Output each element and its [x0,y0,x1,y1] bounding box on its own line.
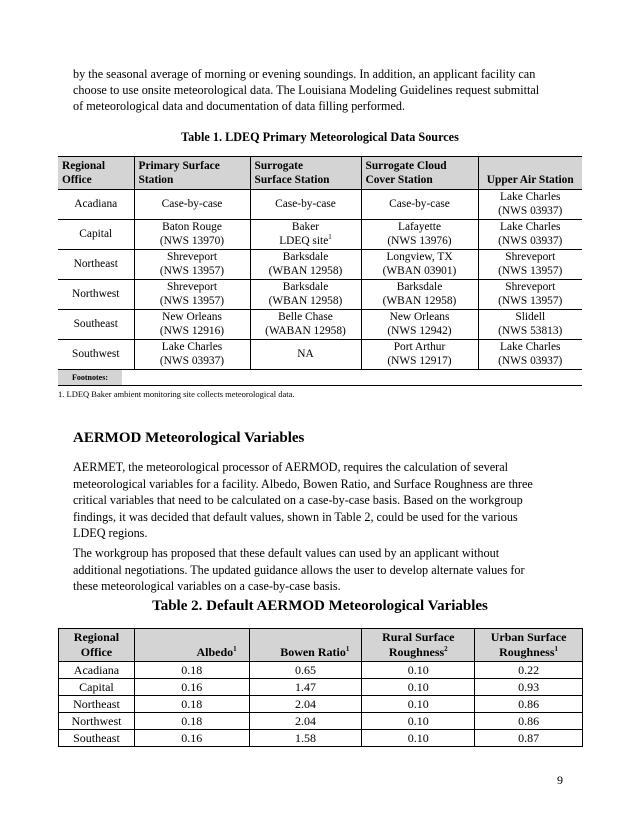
table2-caption: Table 2. Default AERMOD Meteorological Variables [152,598,488,614]
table1-cell-upper: Lake Charles (NWS 03937) [478,190,582,220]
table2-cell-rural: 0.10 [362,730,475,747]
table-row [58,250,582,280]
table2-cell-bowen: 1.47 [249,679,362,696]
table1-cell-upper: Shreveport (NWS 13957) [478,280,582,310]
table1-header-primary: Primary Surface Station [134,157,250,190]
footnote-marker: 1 [328,232,332,241]
intro-line: of meteorological data and documentation of data filling performed. [73,99,405,113]
table1-footnote: 1. LDEQ Baker ambient monitoring site collects meteorological data. [58,389,295,399]
table2-cell-region: Capital [59,679,135,696]
table1-cell-upper: Shreveport (NWS 13957) [478,250,582,280]
table2-cell-bowen: 2.04 [249,713,362,730]
table1-cell-cloud: Barksdale (WBAN 12958) [361,280,478,310]
table-row [58,340,582,370]
table2-cell-rural: 0.10 [362,662,475,679]
table2-cell-bowen: 2.04 [249,696,362,713]
paragraph-line: critical variables that need to be calculated on a case-by-case basis. Based on the workgroup [73,493,523,508]
table2-cell-rural: 0.10 [362,696,475,713]
table1-header-region: Regional Office [58,157,134,190]
table2-header-albedo: Albedo$^1$ [134,629,249,662]
table2-cell-urban: 0.86 [475,713,583,730]
table-row [58,310,582,340]
table1-cell-surrogate: NA [250,340,361,370]
table2-cell-region: Northeast [59,696,135,713]
table1-cell-region: Capital [58,220,134,250]
table-row [58,190,582,220]
footnotes-label: Footnotes: [58,370,122,385]
table1-cell-region: Southwest [58,340,134,370]
table2-header-urban: Urban Surface Roughness$^1$ [475,629,583,662]
table2-cell-albedo: 0.16 [134,730,249,747]
table2-cell-bowen: 1.58 [249,730,362,747]
paragraph-line: The workgroup has proposed that these default values can used by an applicant without [73,546,500,560]
table1-cell-cloud: Case-by-case [361,190,478,220]
paragraph-line: meteorological variables for a facility. Albedo, Bowen Ratio, and Surface Roughness are three [73,476,533,491]
table1-cell-primary: Shreveport (NWS 13957) [134,280,250,310]
table-row [58,220,582,250]
paragraph-1 [73,459,533,542]
paragraph-line: AERMET, the meteorological processor of AERMOD, requires the calculation of several [73,460,509,474]
table1-cell-region: Southeast [58,310,134,340]
table1-cell-cloud: Lafayette (NWS 13976) [361,220,478,250]
table1-cell-cloud: Longview, TX (WBAN 03901) [361,250,478,280]
table2 [58,628,583,747]
paragraph-line: LDEQ regions. [73,526,148,541]
table2-header-row [59,629,583,662]
table2-cell-rural: 0.10 [362,679,475,696]
table-row [59,662,583,679]
paragraph-2 [73,545,525,595]
table2-cell-albedo: 0.16 [134,679,249,696]
table2-header-rural: Rural Surface Roughness$^2$ [362,629,475,662]
paragraph-line: additional negotiations. The updated guidance allows the user to develop alternate values for [73,562,525,577]
table2-cell-urban: 0.22 [475,662,583,679]
table1-header-surrogate: Surrogate Surface Station [250,157,361,190]
table2-cell-region: Southeast [59,730,135,747]
table1-cell-upper: Slidell (NWS 53813) [478,310,582,340]
table1-cell-cloud: New Orleans (NWS 12942) [361,310,478,340]
table2-header-region: Regional Office [59,629,135,662]
table2-cell-rural: 0.10 [362,713,475,730]
table1-cell-primary: Lake Charles (NWS 03937) [134,340,250,370]
table1-cell-primary: Shreveport (NWS 13957) [134,250,250,280]
intro-line: by the seasonal average of morning or evening soundings. In addition, an applicant facility can [73,67,536,81]
table1 [58,156,582,370]
table1-cell-surrogate: Case-by-case [250,190,361,220]
table-row [58,280,582,310]
table2-cell-bowen: 0.65 [249,662,362,679]
table2-cell-albedo: 0.18 [134,713,249,730]
table1-cell-cloud: Port Arthur (NWS 12917) [361,340,478,370]
table2-cell-region: Northwest [59,713,135,730]
table1-header-row [58,157,582,190]
table1-cell-surrogate: Baker LDEQ site$^1$ [250,220,361,250]
table1-cell-primary: New Orleans (NWS 12916) [134,310,250,340]
table1-cell-surrogate: Belle Chase (WABAN 12958) [250,310,361,340]
table2-cell-urban: 0.93 [475,679,583,696]
table1-cell-primary: Case-by-case [134,190,250,220]
paragraph-line: findings, it was decided that default values, shown in Table 2, could be used for the various [73,509,518,524]
table-row [59,696,583,713]
table2-cell-urban: 0.87 [475,730,583,747]
table-row [59,713,583,730]
intro-paragraph [73,66,539,114]
table1-header-cloud: Surrogate Cloud Cover Station [361,157,478,190]
section-heading: AERMOD Meteorological Variables [73,430,305,446]
table2-cell-region: Acadiana [59,662,135,679]
table1-header-upper: Upper Air Station [478,157,582,190]
table-row [59,730,583,747]
table1-cell-region: Northeast [58,250,134,280]
intro-line: choose to use onsite meteorological data. The Louisiana Modeling Guidelines request submittal [73,83,540,97]
table1-cell-upper: Lake Charles (NWS 03937) [478,340,582,370]
table1-cell-region: Acadiana [58,190,134,220]
footnote-divider [58,385,582,386]
table1-caption: Table 1. LDEQ Primary Meteorological Data Sources [181,130,459,144]
table-row [59,679,583,696]
table1-cell-primary: Baton Rouge (NWS 13970) [134,220,250,250]
table2-cell-urban: 0.86 [475,696,583,713]
table1-cell-upper: Lake Charles (NWS 03937) [478,220,582,250]
table2-header-bowen: Bowen Ratio$^1$ [249,629,362,662]
paragraph-line: these meteorological variables on a case-by-case basis. [73,579,341,594]
table1-cell-region: Northwest [58,280,134,310]
table1-cell-surrogate: Barksdale (WBAN 12958) [250,280,361,310]
page-number: 9 [557,773,563,787]
table2-cell-albedo: 0.18 [134,662,249,679]
table1-cell-surrogate: Barksdale (WBAN 12958) [250,250,361,280]
table2-cell-albedo: 0.18 [134,696,249,713]
